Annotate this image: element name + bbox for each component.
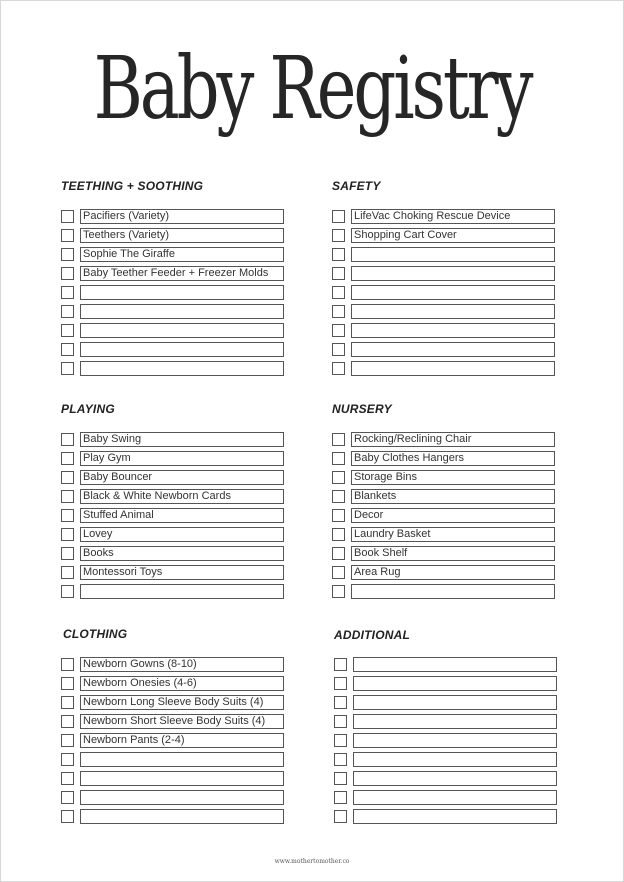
checklist-row: [332, 360, 381, 379]
item-checkbox[interactable]: [332, 471, 345, 484]
item-checkbox[interactable]: [332, 509, 345, 522]
checklist-row: [61, 656, 197, 675]
item-field[interactable]: [351, 323, 555, 338]
item-checkbox[interactable]: [332, 566, 345, 579]
item-checkbox[interactable]: [61, 305, 74, 318]
checklist-row: [332, 303, 381, 322]
checklist: [61, 431, 231, 602]
checklist-row: [334, 656, 410, 675]
item-field[interactable]: [80, 752, 284, 767]
item-field[interactable]: [351, 266, 555, 281]
item-field[interactable]: Newborn Short Sleeve Body Suits (4): [80, 714, 284, 729]
item-field[interactable]: [353, 733, 557, 748]
item-field[interactable]: [351, 342, 555, 357]
item-checkbox[interactable]: [61, 528, 74, 541]
item-field[interactable]: Play Gym: [80, 451, 284, 466]
item-field[interactable]: Shopping Cart Cover: [351, 228, 555, 243]
checklist-row: [332, 322, 381, 341]
checklist-row: [334, 789, 410, 808]
item-checkbox[interactable]: [61, 471, 74, 484]
item-field[interactable]: Books: [80, 546, 284, 561]
section-heading: TEETHING + SOOTHING: [61, 179, 204, 193]
checklist-row: [61, 450, 131, 469]
item-field[interactable]: Stuffed Animal: [80, 508, 284, 523]
item-checkbox[interactable]: [332, 267, 345, 280]
checklist-row: [61, 789, 127, 808]
item-checkbox[interactable]: [334, 772, 347, 785]
item-field[interactable]: [353, 657, 557, 672]
checklist-row: [334, 713, 410, 732]
item-checkbox[interactable]: [61, 715, 74, 728]
section-clothing: [61, 626, 266, 827]
checklist-row: [334, 808, 410, 827]
item-checkbox[interactable]: [334, 791, 347, 804]
item-checkbox[interactable]: [332, 547, 345, 560]
checklist-row: [332, 450, 465, 469]
checklist-row: [332, 488, 397, 507]
item-checkbox[interactable]: [61, 566, 74, 579]
item-field[interactable]: Laundry Basket: [351, 527, 555, 542]
item-field[interactable]: [80, 342, 284, 357]
checklist-row: [334, 732, 410, 751]
section-playing: [61, 401, 231, 602]
checklist-row: [332, 469, 417, 488]
item-field[interactable]: Baby Swing: [80, 432, 284, 447]
checklist-row: [61, 284, 203, 303]
checklist-row: [61, 246, 203, 265]
item-checkbox[interactable]: [61, 585, 74, 598]
item-field[interactable]: [353, 771, 557, 786]
item-field[interactable]: [353, 714, 557, 729]
checklist-row: [61, 341, 203, 360]
checklist-row: [61, 564, 163, 583]
item-checkbox[interactable]: [61, 362, 74, 375]
checklist-row: [332, 246, 381, 265]
item-field[interactable]: [80, 790, 284, 805]
item-field[interactable]: [351, 285, 555, 300]
item-field[interactable]: Rocking/Reclining Chair: [351, 432, 555, 447]
item-checkbox[interactable]: [61, 248, 74, 261]
checklist-row: [332, 545, 408, 564]
item-checkbox[interactable]: [334, 715, 347, 728]
item-checkbox[interactable]: [332, 585, 345, 598]
section-heading: SAFETY: [332, 179, 381, 193]
item-checkbox[interactable]: [61, 509, 74, 522]
item-field[interactable]: [351, 247, 555, 262]
item-checkbox[interactable]: [332, 286, 345, 299]
item-checkbox[interactable]: [332, 452, 345, 465]
checklist-row: [61, 507, 154, 526]
item-field[interactable]: Montessori Toys: [80, 565, 284, 580]
checklist-row: [61, 583, 115, 602]
section-heading: PLAYING: [61, 402, 115, 416]
item-checkbox[interactable]: [61, 452, 74, 465]
item-checkbox[interactable]: [61, 286, 74, 299]
checklist-row: [332, 208, 511, 227]
checklist-row: [61, 545, 115, 564]
item-checkbox[interactable]: [61, 433, 74, 446]
item-field[interactable]: Area Rug: [351, 565, 555, 580]
item-checkbox[interactable]: [61, 696, 74, 709]
checklist-row: [332, 431, 472, 450]
section-teething-soothing: [61, 178, 269, 379]
item-checkbox[interactable]: [61, 490, 74, 503]
item-checkbox[interactable]: [334, 734, 347, 747]
checklist-row: [334, 694, 410, 713]
item-checkbox[interactable]: [61, 810, 74, 823]
item-field[interactable]: [80, 304, 284, 319]
checklist-row: [61, 208, 203, 227]
checklist: [332, 208, 511, 379]
checklist-row: [61, 360, 203, 379]
item-checkbox[interactable]: [61, 547, 74, 560]
item-field[interactable]: [351, 584, 555, 599]
item-checkbox[interactable]: [332, 528, 345, 541]
checklist-row: [332, 227, 457, 246]
item-checkbox[interactable]: [61, 229, 74, 242]
item-checkbox[interactable]: [334, 810, 347, 823]
checklist-row: [61, 488, 231, 507]
item-field[interactable]: Black & White Newborn Cards: [80, 489, 284, 504]
item-field[interactable]: Teethers (Variety): [80, 228, 284, 243]
item-checkbox[interactable]: [61, 791, 74, 804]
item-field[interactable]: Sophie The Giraffe: [80, 247, 284, 262]
item-checkbox[interactable]: [332, 362, 345, 375]
item-field[interactable]: Baby Bouncer: [80, 470, 284, 485]
checklist-row: [61, 526, 115, 545]
item-checkbox[interactable]: [332, 229, 345, 242]
checklist-row: [61, 770, 127, 789]
item-checkbox[interactable]: [334, 658, 347, 671]
checklist-row: [61, 732, 185, 751]
checklist-row: [61, 713, 266, 732]
checklist-row: [332, 341, 381, 360]
item-field[interactable]: [351, 361, 555, 376]
item-checkbox[interactable]: [61, 343, 74, 356]
checklist-row: [332, 564, 401, 583]
item-checkbox[interactable]: [332, 490, 345, 503]
checklist: [332, 431, 472, 602]
section-safety: [332, 178, 511, 379]
checklist-row: [332, 284, 381, 303]
item-checkbox[interactable]: [61, 658, 74, 671]
item-field[interactable]: [80, 584, 284, 599]
item-field[interactable]: [80, 361, 284, 376]
item-checkbox[interactable]: [332, 433, 345, 446]
checklist-row: [332, 507, 392, 526]
section-heading: NURSERY: [332, 402, 392, 416]
item-field[interactable]: [353, 790, 557, 805]
item-field[interactable]: [80, 323, 284, 338]
item-field[interactable]: Newborn Gowns (8-10): [80, 657, 284, 672]
item-checkbox[interactable]: [332, 210, 345, 223]
item-field[interactable]: Newborn Pants (2-4): [80, 733, 284, 748]
item-field[interactable]: [353, 695, 557, 710]
item-field[interactable]: Book Shelf: [351, 546, 555, 561]
item-checkbox[interactable]: [332, 305, 345, 318]
checklist-row: [332, 265, 381, 284]
checklist-row: [61, 265, 269, 284]
checklist: [61, 208, 269, 379]
checklist-row: [61, 808, 127, 827]
item-checkbox[interactable]: [61, 677, 74, 690]
item-checkbox[interactable]: [334, 753, 347, 766]
item-checkbox[interactable]: [332, 248, 345, 261]
checklist-row: [61, 303, 203, 322]
checklist-row: [61, 431, 142, 450]
section-nursery: [332, 401, 472, 602]
checklist-row: [61, 322, 203, 341]
item-checkbox[interactable]: [332, 343, 345, 356]
checklist-row: [334, 675, 410, 694]
item-field[interactable]: [80, 809, 284, 824]
item-field[interactable]: [353, 809, 557, 824]
checklist: [61, 656, 266, 827]
item-checkbox[interactable]: [61, 753, 74, 766]
section-heading: CLOTHING: [63, 627, 128, 641]
section-additional: [334, 627, 410, 827]
page-title: Baby Registry: [93, 39, 531, 139]
item-checkbox[interactable]: [61, 772, 74, 785]
checklist: [334, 656, 410, 827]
item-field[interactable]: Decor: [351, 508, 555, 523]
item-field[interactable]: Baby Clothes Hangers: [351, 451, 555, 466]
item-field[interactable]: [351, 304, 555, 319]
item-field[interactable]: [80, 285, 284, 300]
item-field[interactable]: [353, 676, 557, 691]
item-field[interactable]: Newborn Onesies (4-6): [80, 676, 284, 691]
checklist-row: [61, 227, 203, 246]
checklist-row: [334, 751, 410, 770]
item-field[interactable]: Newborn Long Sleeve Body Suits (4): [80, 695, 284, 710]
checklist-row: [61, 694, 264, 713]
item-checkbox[interactable]: [334, 696, 347, 709]
checklist-row: [61, 751, 127, 770]
item-field[interactable]: Blankets: [351, 489, 555, 504]
checklist-row: [61, 469, 153, 488]
item-checkbox[interactable]: [61, 734, 74, 747]
checklist-row: [334, 770, 410, 789]
footer-url: www.mothertomother.co: [274, 858, 350, 865]
checklist-row: [332, 583, 392, 602]
item-checkbox[interactable]: [61, 267, 74, 280]
item-field[interactable]: Lovey: [80, 527, 284, 542]
item-field[interactable]: Storage Bins: [351, 470, 555, 485]
item-checkbox[interactable]: [61, 210, 74, 223]
item-checkbox[interactable]: [61, 324, 74, 337]
checklist-row: [61, 675, 197, 694]
item-field[interactable]: LifeVac Choking Rescue Device: [351, 209, 555, 224]
section-heading: ADDITIONAL: [334, 628, 410, 642]
item-checkbox[interactable]: [334, 677, 347, 690]
checklist-row: [332, 526, 431, 545]
item-field[interactable]: Baby Teether Feeder + Freezer Molds: [80, 266, 284, 281]
item-field[interactable]: [353, 752, 557, 767]
item-checkbox[interactable]: [332, 324, 345, 337]
item-field[interactable]: Pacifiers (Variety): [80, 209, 284, 224]
item-field[interactable]: [80, 771, 284, 786]
